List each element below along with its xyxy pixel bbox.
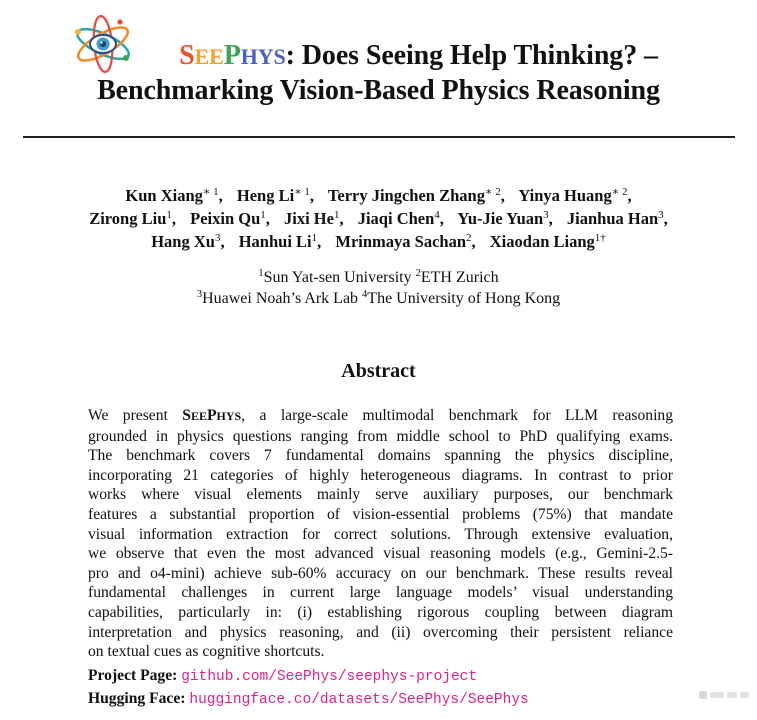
abstract-line: interpretation and physics reasoning, and (ii) overcoming their persistent reliance (88, 623, 673, 641)
title-line-1-rest: : Does Seeing Help Thinking? – (285, 40, 658, 71)
author: Yinya Huang$^{∗ 2}$ (518, 186, 628, 205)
hugging-face-link[interactable]: huggingface.co/datasets/SeePhys/SeePhys (189, 692, 529, 708)
hugging-face-row (88, 688, 529, 711)
author: Hang Xu$^3$ (151, 232, 221, 251)
author: Terry Jingchen Zhang$^{∗ 2}$ (327, 186, 501, 205)
project-page-label: Project Page: (88, 667, 178, 684)
abstract-line: features a substantial proportion of vision-essential problems (75%) that mandate (88, 505, 673, 523)
author: Yu-Jie Yuan$^3$ (457, 209, 549, 228)
title-line-2: Benchmarking Vision-Based Physics Reasoning (97, 75, 660, 106)
affiliations (40, 267, 717, 309)
author: Jianhua Han$^3$ (566, 209, 664, 228)
paper-title (40, 38, 717, 109)
title-name-ee: EE (194, 44, 224, 69)
watermark-icon (699, 688, 749, 702)
abstract-line: We present SEEPHYS, a large-scale multimodal benchmark for LLM reasoning (88, 407, 674, 424)
abstract-line: on textual cues as cognitive shortcuts. (88, 643, 325, 661)
project-page-row (88, 665, 529, 688)
author: Jiaqi Chen$^4$ (357, 209, 440, 228)
author: Hanhui Li$^1$ (238, 232, 318, 251)
affiliation: Sun Yat-sen University (263, 269, 412, 286)
author-row-1: Kun Xiang$^{∗ 1}$, Heng $Li^{∗ 1}$, Terry Jingchen Zhang$^{∗ 2}$, Yinya Huang$^{∗ 2}$, (125, 186, 632, 205)
hugging-face-label: Hugging Face: (88, 690, 186, 707)
abstract-line: The benchmark covers 7 fundamental domains spanning the physics discipline, (88, 447, 673, 465)
title-line-1 (40, 38, 717, 75)
affiliation-row-2: $^3$Huawei Noah’s Ark Lab $^4$The University of Hong Kong (196, 289, 561, 307)
author: Mrinmaya Sachan$^2$ (335, 232, 472, 251)
author-list (40, 184, 717, 253)
affiliation: The University of Hong Kong (367, 290, 561, 307)
title-name-s: S (179, 40, 195, 71)
abstract-line: incorporating 21 categories of highly heterogeneous diagrams. In contrast to prior (88, 466, 673, 484)
author-row-3: Hang Xu$^3$, Hanhui Li$^1$, Mrinmaya Sachan$^2$, Xiaodan Liang$^{1\dagger}$ (151, 232, 606, 251)
title-divider (23, 136, 735, 138)
abstract-heading: Abstract (341, 360, 416, 382)
affiliation-row-1: $^1$Sun Yat-sen University $^2$ETH Zurich (258, 268, 499, 286)
author-row-2: Zirong Liu$^1$, Peixin Qu$^1$, Jixi He$^1$, Jiaqi Chen$^4$, Yu-Jie Yuan$^3$, Jianhua Han$^3$, (89, 209, 668, 228)
author: Xiaodan Liang$^{1\dagger}$ (489, 232, 606, 251)
abstract-line: grounded in physics questions ranging from middle school to PhD qualifying exams. (88, 427, 673, 445)
author: Peixin Qu$^1$ (190, 209, 266, 228)
abstract-line: visual information extraction for correct solutions. Through extensive evaluation, (88, 525, 673, 543)
author: Kun Xiang$^{∗ 1}$ (125, 186, 219, 205)
affiliation: ETH Zurich (420, 269, 499, 286)
abstract-body (88, 406, 673, 662)
abstract-line: capabilities, particularly in: (i) establishing rigorous coupling between diagram (88, 603, 673, 621)
abstract-line: we observe that even the most advanced visual reasoning models (e.g., Gemini-2.5- (88, 545, 673, 563)
project-page-link[interactable]: github.com/SeePhys/seephys-project (181, 669, 478, 685)
abstract-line: works where visual elements mainly serve auxiliary purposes, our benchmark (88, 486, 673, 504)
abstract-line: fundamental challenges in current large language models’ visual understanding (88, 584, 673, 602)
author: Jixi He$^1$ (284, 209, 340, 228)
resource-links (88, 665, 529, 711)
title-name-hys: HYS (240, 44, 286, 69)
affiliation: Huawei Noah’s Ark Lab (202, 290, 359, 307)
abstract-line: pro and o4-mini) achieve sub-60% accuracy on our benchmark. These results reveal (88, 564, 673, 582)
title-name-p: P (223, 40, 241, 71)
author: Zirong Liu$^1$ (89, 209, 172, 228)
author: Heng $Li^{∗ 1}$ (236, 186, 310, 205)
